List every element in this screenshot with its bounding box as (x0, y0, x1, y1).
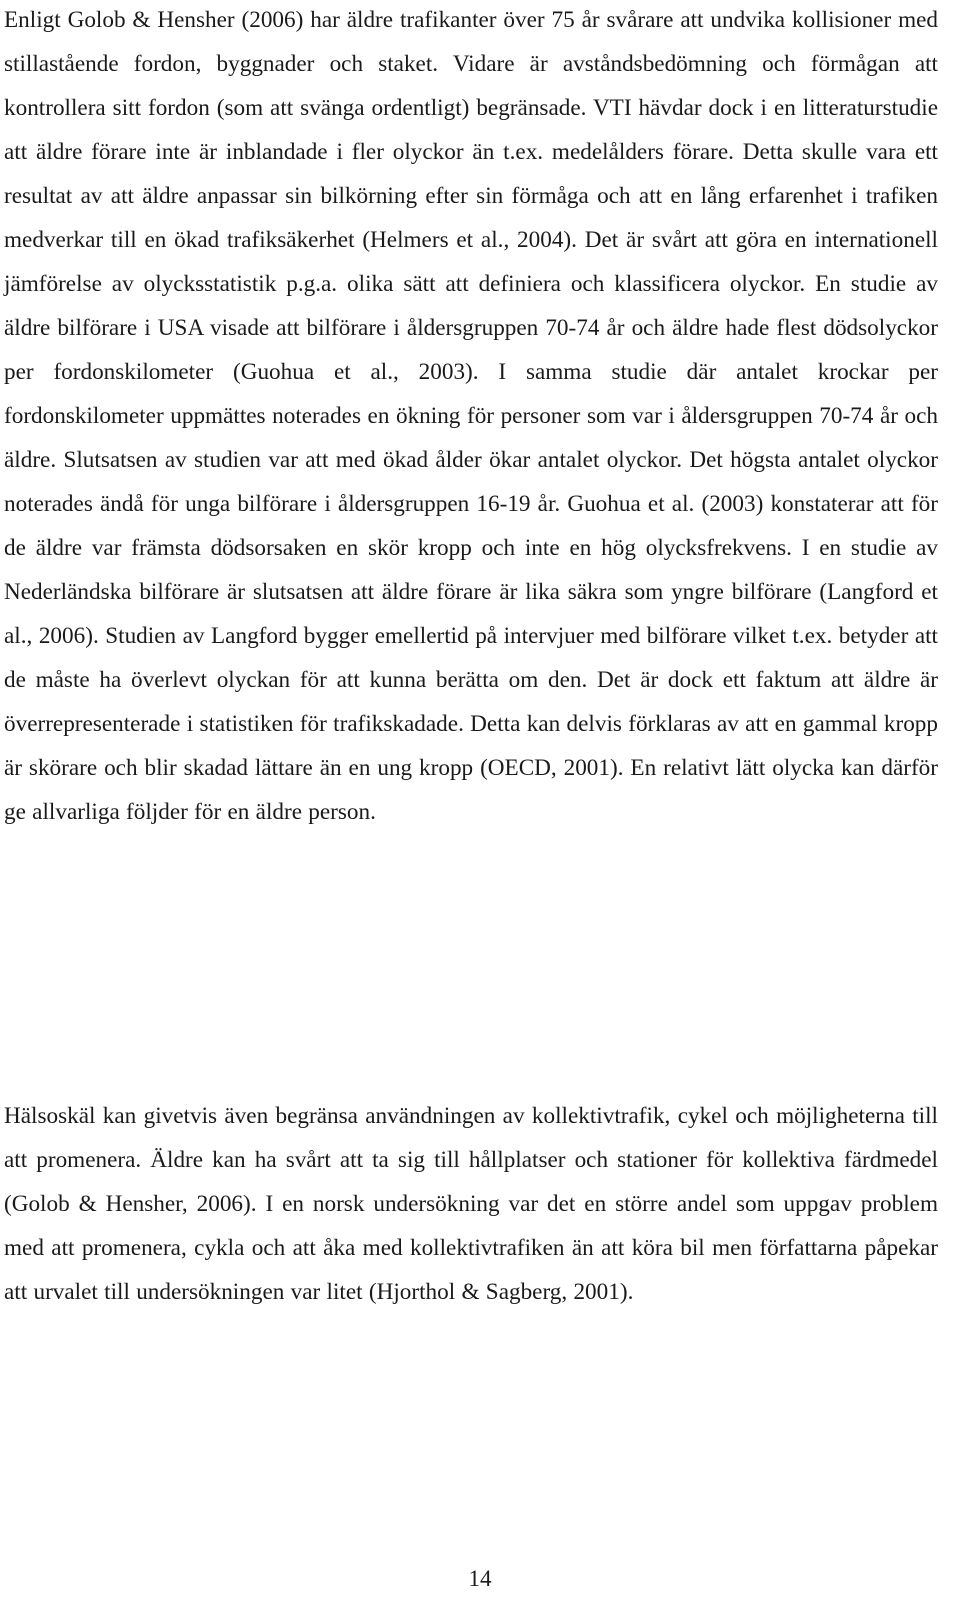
body-paragraph-1: Enligt Golob & Hensher (2006) har äldre trafikanter över 75 år svårare att undvika kollisioner med stillastående fordon, byggnader och staket. Vidare är avståndsbedömning och förmågan att kontrollera sitt fordon (som att svänga ordentligt) begränsade. VTI hävdar dock i en litteraturstudie att äldre förare inte är inblandade i fler olyckor än t.ex. medelålders förare. Detta skulle vara ett resultat av att äldre anpassar sin bilkörning efter sin förmåga och att en lång erfarenhet i trafiken medverkar till en ökad trafiksäkerhet (Helmers et al., 2004). Det är svårt att göra en internationell jämförelse av olycksstatistik p.g.a. olika sätt att definiera och klassificera olyckor. En studie av äldre bilförare i USA visade att bilförare i åldersgruppen 70-74 år och äldre hade flest dödsolyckor per fordonskilometer (Guohua et al., 2003). I samma studie där antalet krockar per fordonskilometer uppmättes noterades en ökning för personer som var i åldersgruppen 70-74 år och äldre. Slutsatsen av studien var att med ökad ålder ökar antalet olyckor. Det högsta antalet olyckor noterades ändå för unga bilförare i åldersgruppen 16-19 år. Guohua et al. (2003) konstaterar att för de äldre var främsta dödsorsaken en skör kropp och inte en hög olycksfrekvens. I en studie av Nederländska bilförare är slutsatsen att äldre förare är lika säkra som yngre bilförare (Langford et al., 2006). Studien av Langford bygger emellertid på intervjuer med bilförare vilket t.ex. betyder att de måste ha överlevt olyckan för att kunna berätta om den. Det är dock ett faktum att äldre är överrepresenterade i statistiken för trafikskadade. Detta kan delvis förklaras av att en gammal kropp är skörare och blir skadad lättare än en ung kropp (OECD, 2001). En relativt lätt olycka kan därför ge allvarliga följder för en äldre person. (4, 7, 938, 825)
page-number: 14 (468, 1566, 492, 1591)
body-paragraph-2: Hälsoskäl kan givetvis även begränsa användningen av kollektivtrafik, cykel och möjligheterna till att promenera. Äldre kan ha svårt att ta sig till hållplatser och stationer för kollektiva färdmedel (Golob & Hensher, 2006). I en norsk undersökning var det en större andel som uppgav problem med att promenera, cykla och att åka med kollektivtrafiken än att köra bil men författarna påpekar att urvalet till undersökningen var litet (Hjorthol & Sagberg, 2001). (4, 1103, 938, 1305)
